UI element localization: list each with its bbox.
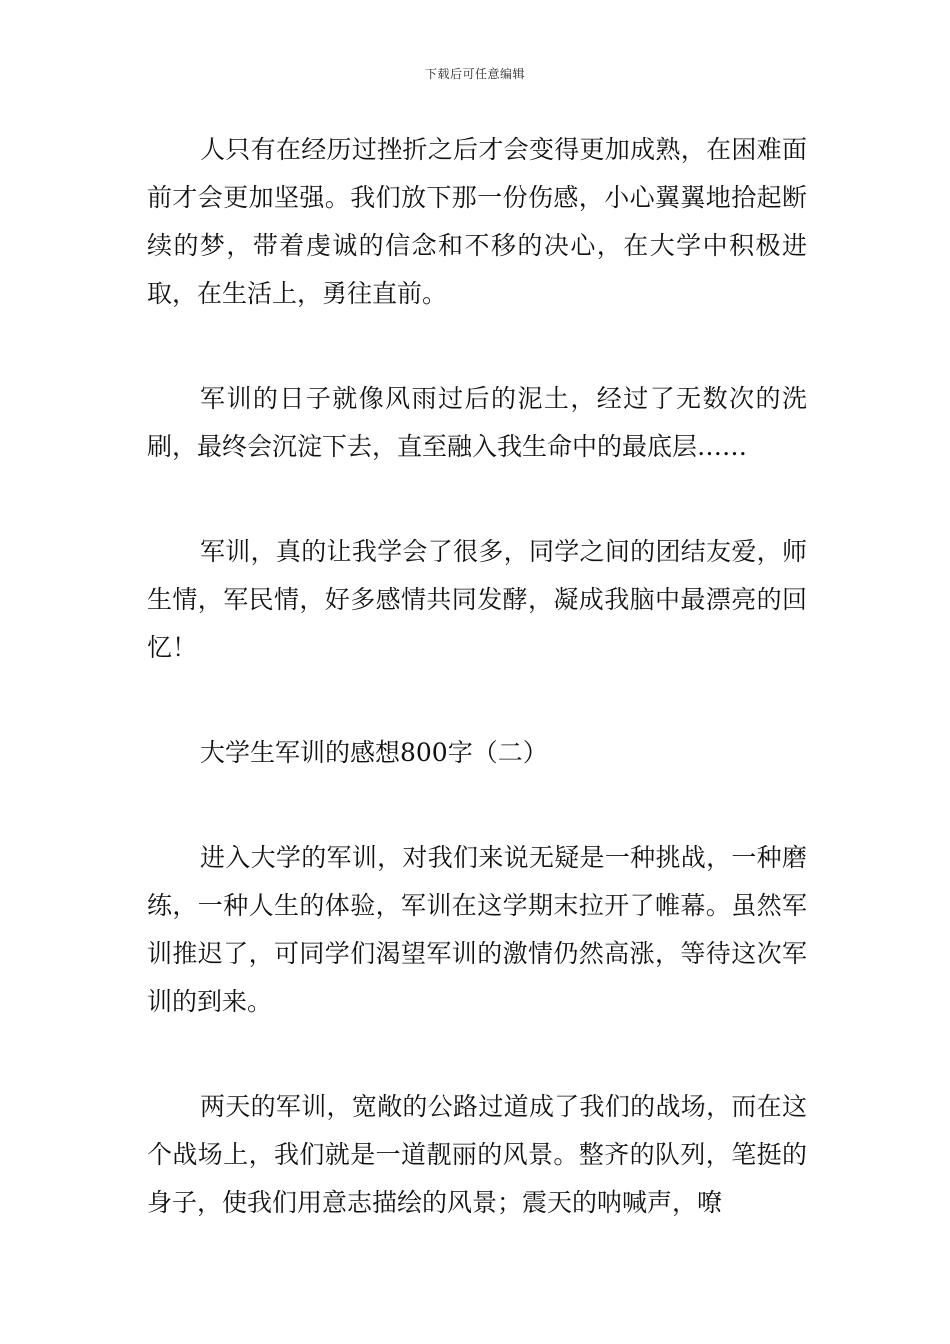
paragraph-3: 军训，真的让我学会了很多，同学之间的团结友爱，师生情，军民情，好多感情共同发酵，凝成我脑中最漂亮的回忆！ [147, 537, 807, 662]
paragraph-spacer [147, 672, 807, 729]
paragraph-1: 人只有在经历过挫折之后才会变得更加成熟，在困难面前才会更加坚强。我们放下那一份伤感，小心翼翼地拾起断续的梦，带着虔诚的信念和不移的决心，在大学中积极进取，在生活上，勇往直前。 [147, 135, 807, 308]
paragraph-spacer [147, 1026, 807, 1083]
paragraph-spacer [147, 318, 807, 375]
section-heading: 大学生军训的感想800字（二） [200, 738, 548, 767]
paragraph-2: 军训的日子就像风雨过后的泥土，经过了无数次的洗刷，最终会沉淀下去，直至融入我生命中的最底层…… [147, 384, 807, 461]
paragraph-5: 两天的军训，宽敞的公路过道成了我们的战场，而在这个战场上，我们就是一道靓丽的风景。整齐的队列，笔挺的身子，使我们用意志描绘的风景；震天的呐喊声，嘹 [147, 1092, 807, 1217]
paragraph-spacer [147, 777, 807, 834]
paragraph-4: 进入大学的军训，对我们来说无疑是一种挑战，一种磨练，一种人生的体验，军训在这学期末拉开了帷幕。虽然军训推迟了，可同学们渴望军训的激情仍然高涨，等待这次军训的到来。 [147, 843, 807, 1016]
paragraph-spacer [147, 471, 807, 528]
document-body [147, 126, 807, 1227]
header-note: 下载后可任意编辑 [424, 67, 525, 81]
